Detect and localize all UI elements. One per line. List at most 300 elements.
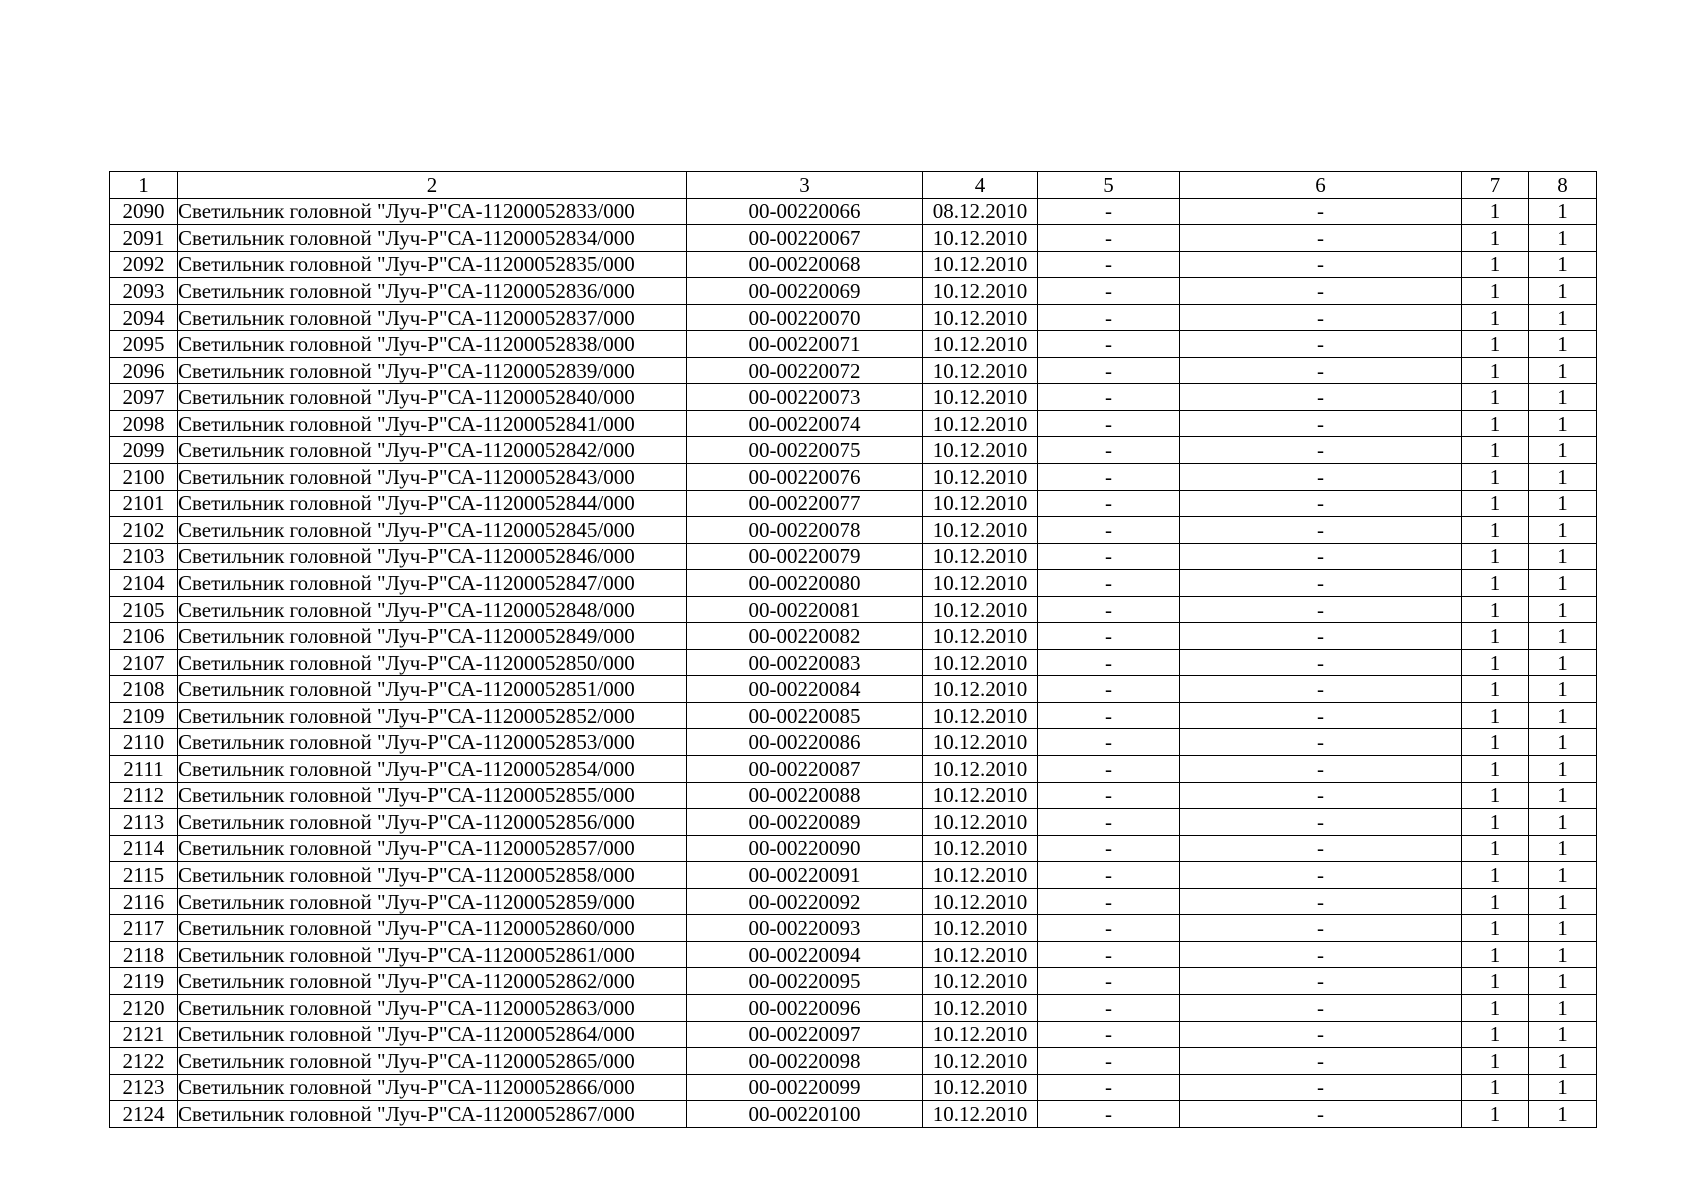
quantity-cell: 1 — [1462, 1074, 1529, 1101]
column-5-cell: - — [1038, 782, 1180, 809]
column-5-cell: - — [1038, 1074, 1180, 1101]
count-cell: 1 — [1529, 384, 1597, 411]
inventory-code-cell: 00-00220093 — [687, 915, 923, 942]
column-5-cell: - — [1038, 888, 1180, 915]
table-row — [110, 676, 1597, 703]
inventory-code-cell: 00-00220070 — [687, 304, 923, 331]
date-cell: 10.12.2010 — [923, 676, 1038, 703]
inventory-code-cell: 00-00220089 — [687, 809, 923, 836]
count-cell: 1 — [1529, 1101, 1597, 1128]
row-number-cell: 2110 — [110, 729, 178, 756]
column-6-cell: - — [1180, 517, 1462, 544]
column-5-cell: - — [1038, 968, 1180, 995]
column-6-cell: - — [1180, 1048, 1462, 1075]
count-cell: 1 — [1529, 915, 1597, 942]
table-row — [110, 1074, 1597, 1101]
table-row — [110, 623, 1597, 650]
count-cell: 1 — [1529, 596, 1597, 623]
item-name-cell: Светильник головной "Луч-Р"СА-11200052862/000 — [178, 968, 687, 995]
row-number-cell: 2101 — [110, 490, 178, 517]
column-6-cell: - — [1180, 649, 1462, 676]
column-5-cell: - — [1038, 649, 1180, 676]
column-6-cell: - — [1180, 384, 1462, 411]
table-row — [110, 304, 1597, 331]
column-5-cell: - — [1038, 835, 1180, 862]
quantity-cell: 1 — [1462, 543, 1529, 570]
column-6-cell: - — [1180, 702, 1462, 729]
row-number-cell: 2100 — [110, 464, 178, 491]
row-number-cell: 2098 — [110, 410, 178, 437]
inventory-code-cell: 00-00220087 — [687, 756, 923, 783]
column-6-cell: - — [1180, 888, 1462, 915]
count-cell: 1 — [1529, 1021, 1597, 1048]
count-cell: 1 — [1529, 251, 1597, 278]
table-row — [110, 517, 1597, 544]
count-cell: 1 — [1529, 756, 1597, 783]
column-5-cell: - — [1038, 278, 1180, 305]
column-6-cell: - — [1180, 623, 1462, 650]
quantity-cell: 1 — [1462, 729, 1529, 756]
table-row — [110, 729, 1597, 756]
date-cell: 10.12.2010 — [923, 915, 1038, 942]
table-row — [110, 994, 1597, 1021]
inventory-code-cell: 00-00220092 — [687, 888, 923, 915]
date-cell: 10.12.2010 — [923, 809, 1038, 836]
row-number-cell: 2093 — [110, 278, 178, 305]
quantity-cell: 1 — [1462, 809, 1529, 836]
inventory-code-cell: 00-00220083 — [687, 649, 923, 676]
column-5-cell: - — [1038, 384, 1180, 411]
column-5-cell: - — [1038, 251, 1180, 278]
date-cell: 10.12.2010 — [923, 994, 1038, 1021]
date-cell: 10.12.2010 — [923, 888, 1038, 915]
inventory-code-cell: 00-00220100 — [687, 1101, 923, 1128]
date-cell: 10.12.2010 — [923, 862, 1038, 889]
quantity-cell: 1 — [1462, 596, 1529, 623]
column-5-cell: - — [1038, 941, 1180, 968]
date-cell: 10.12.2010 — [923, 756, 1038, 783]
column-6-cell: - — [1180, 676, 1462, 703]
table-row — [110, 968, 1597, 995]
quantity-cell: 1 — [1462, 782, 1529, 809]
item-name-cell: Светильник головной "Луч-Р"СА-11200052853/000 — [178, 729, 687, 756]
column-6-cell: - — [1180, 543, 1462, 570]
column-6-cell: - — [1180, 782, 1462, 809]
count-cell: 1 — [1529, 357, 1597, 384]
column-6-cell: - — [1180, 198, 1462, 225]
count-cell: 1 — [1529, 225, 1597, 252]
date-cell: 10.12.2010 — [923, 517, 1038, 544]
table-row — [110, 756, 1597, 783]
column-5-cell: - — [1038, 756, 1180, 783]
quantity-cell: 1 — [1462, 198, 1529, 225]
column-header-6: 6 — [1180, 172, 1462, 199]
row-number-cell: 2111 — [110, 756, 178, 783]
quantity-cell: 1 — [1462, 331, 1529, 358]
item-name-cell: Светильник головной "Луч-Р"СА-11200052852/000 — [178, 702, 687, 729]
inventory-code-cell: 00-00220091 — [687, 862, 923, 889]
row-number-cell: 2105 — [110, 596, 178, 623]
row-number-cell: 2122 — [110, 1048, 178, 1075]
count-cell: 1 — [1529, 862, 1597, 889]
count-cell: 1 — [1529, 941, 1597, 968]
date-cell: 10.12.2010 — [923, 1074, 1038, 1101]
inventory-code-cell: 00-00220074 — [687, 410, 923, 437]
quantity-cell: 1 — [1462, 888, 1529, 915]
item-name-cell: Светильник головной "Луч-Р"СА-11200052855/000 — [178, 782, 687, 809]
date-cell: 10.12.2010 — [923, 782, 1038, 809]
table-row — [110, 809, 1597, 836]
column-6-cell: - — [1180, 862, 1462, 889]
column-6-cell: - — [1180, 225, 1462, 252]
count-cell: 1 — [1529, 676, 1597, 703]
date-cell: 10.12.2010 — [923, 570, 1038, 597]
column-6-cell: - — [1180, 357, 1462, 384]
row-number-cell: 2096 — [110, 357, 178, 384]
item-name-cell: Светильник головной "Луч-Р"СА-11200052835/000 — [178, 251, 687, 278]
quantity-cell: 1 — [1462, 862, 1529, 889]
quantity-cell: 1 — [1462, 915, 1529, 942]
table-row — [110, 649, 1597, 676]
quantity-cell: 1 — [1462, 1048, 1529, 1075]
count-cell: 1 — [1529, 1074, 1597, 1101]
inventory-code-cell: 00-00220095 — [687, 968, 923, 995]
row-number-cell: 2119 — [110, 968, 178, 995]
count-cell: 1 — [1529, 968, 1597, 995]
row-number-cell: 2116 — [110, 888, 178, 915]
date-cell: 10.12.2010 — [923, 225, 1038, 252]
column-header-8: 8 — [1529, 172, 1597, 199]
column-5-cell: - — [1038, 304, 1180, 331]
date-cell: 10.12.2010 — [923, 729, 1038, 756]
row-number-cell: 2094 — [110, 304, 178, 331]
table-row — [110, 357, 1597, 384]
column-5-cell: - — [1038, 198, 1180, 225]
column-6-cell: - — [1180, 1021, 1462, 1048]
inventory-code-cell: 00-00220086 — [687, 729, 923, 756]
row-number-cell: 2092 — [110, 251, 178, 278]
quantity-cell: 1 — [1462, 225, 1529, 252]
column-5-cell: - — [1038, 543, 1180, 570]
row-number-cell: 2097 — [110, 384, 178, 411]
quantity-cell: 1 — [1462, 384, 1529, 411]
item-name-cell: Светильник головной "Луч-Р"СА-11200052851/000 — [178, 676, 687, 703]
count-cell: 1 — [1529, 1048, 1597, 1075]
inventory-code-cell: 00-00220071 — [687, 331, 923, 358]
inventory-code-cell: 00-00220099 — [687, 1074, 923, 1101]
date-cell: 10.12.2010 — [923, 596, 1038, 623]
date-cell: 10.12.2010 — [923, 331, 1038, 358]
item-name-cell: Светильник головной "Луч-Р"СА-11200052857/000 — [178, 835, 687, 862]
item-name-cell: Светильник головной "Луч-Р"СА-11200052841/000 — [178, 410, 687, 437]
item-name-cell: Светильник головной "Луч-Р"СА-11200052856/000 — [178, 809, 687, 836]
date-cell: 10.12.2010 — [923, 357, 1038, 384]
column-5-cell: - — [1038, 702, 1180, 729]
column-5-cell: - — [1038, 729, 1180, 756]
item-name-cell: Светильник головной "Луч-Р"СА-11200052858/000 — [178, 862, 687, 889]
count-cell: 1 — [1529, 517, 1597, 544]
inventory-code-cell: 00-00220098 — [687, 1048, 923, 1075]
item-name-cell: Светильник головной "Луч-Р"СА-11200052850/000 — [178, 649, 687, 676]
item-name-cell: Светильник головной "Луч-Р"СА-11200052861/000 — [178, 941, 687, 968]
table-row — [110, 251, 1597, 278]
column-5-cell: - — [1038, 676, 1180, 703]
count-cell: 1 — [1529, 729, 1597, 756]
row-number-cell: 2107 — [110, 649, 178, 676]
table-row — [110, 1101, 1597, 1128]
inventory-code-cell: 00-00220097 — [687, 1021, 923, 1048]
count-cell: 1 — [1529, 888, 1597, 915]
table-row — [110, 490, 1597, 517]
date-cell: 10.12.2010 — [923, 384, 1038, 411]
quantity-cell: 1 — [1462, 649, 1529, 676]
column-header-3: 3 — [687, 172, 923, 199]
quantity-cell: 1 — [1462, 437, 1529, 464]
item-name-cell: Светильник головной "Луч-Р"СА-11200052843/000 — [178, 464, 687, 491]
quantity-cell: 1 — [1462, 968, 1529, 995]
column-6-cell: - — [1180, 410, 1462, 437]
column-6-cell: - — [1180, 994, 1462, 1021]
row-number-cell: 2104 — [110, 570, 178, 597]
column-header-5: 5 — [1038, 172, 1180, 199]
column-5-cell: - — [1038, 862, 1180, 889]
column-5-cell: - — [1038, 490, 1180, 517]
column-6-cell: - — [1180, 756, 1462, 783]
column-5-cell: - — [1038, 623, 1180, 650]
table-row — [110, 941, 1597, 968]
inventory-code-cell: 00-00220072 — [687, 357, 923, 384]
count-cell: 1 — [1529, 782, 1597, 809]
column-6-cell: - — [1180, 941, 1462, 968]
column-6-cell: - — [1180, 596, 1462, 623]
row-number-cell: 2123 — [110, 1074, 178, 1101]
item-name-cell: Светильник головной "Луч-Р"СА-11200052844/000 — [178, 490, 687, 517]
table-row — [110, 331, 1597, 358]
column-6-cell: - — [1180, 437, 1462, 464]
column-5-cell: - — [1038, 994, 1180, 1021]
inventory-code-cell: 00-00220073 — [687, 384, 923, 411]
table-row — [110, 915, 1597, 942]
row-number-cell: 2115 — [110, 862, 178, 889]
table-row — [110, 543, 1597, 570]
column-6-cell: - — [1180, 278, 1462, 305]
row-number-cell: 2113 — [110, 809, 178, 836]
count-cell: 1 — [1529, 623, 1597, 650]
column-6-cell: - — [1180, 968, 1462, 995]
column-5-cell: - — [1038, 596, 1180, 623]
column-5-cell: - — [1038, 331, 1180, 358]
column-6-cell: - — [1180, 490, 1462, 517]
table-row — [110, 384, 1597, 411]
column-5-cell: - — [1038, 357, 1180, 384]
column-6-cell: - — [1180, 570, 1462, 597]
inventory-code-cell: 00-00220081 — [687, 596, 923, 623]
row-number-cell: 2120 — [110, 994, 178, 1021]
column-6-cell: - — [1180, 304, 1462, 331]
count-cell: 1 — [1529, 437, 1597, 464]
quantity-cell: 1 — [1462, 676, 1529, 703]
column-6-cell: - — [1180, 1101, 1462, 1128]
table-header-row — [110, 172, 1597, 199]
row-number-cell: 2112 — [110, 782, 178, 809]
date-cell: 10.12.2010 — [923, 490, 1038, 517]
quantity-cell: 1 — [1462, 304, 1529, 331]
item-name-cell: Светильник головной "Луч-Р"СА-11200052866/000 — [178, 1074, 687, 1101]
date-cell: 10.12.2010 — [923, 1021, 1038, 1048]
quantity-cell: 1 — [1462, 623, 1529, 650]
item-name-cell: Светильник головной "Луч-Р"СА-11200052863/000 — [178, 994, 687, 1021]
row-number-cell: 2106 — [110, 623, 178, 650]
inventory-code-cell: 00-00220077 — [687, 490, 923, 517]
column-6-cell: - — [1180, 251, 1462, 278]
inventory-code-cell: 00-00220084 — [687, 676, 923, 703]
count-cell: 1 — [1529, 331, 1597, 358]
table-body — [110, 198, 1597, 1127]
column-5-cell: - — [1038, 1048, 1180, 1075]
table-row — [110, 464, 1597, 491]
row-number-cell: 2091 — [110, 225, 178, 252]
date-cell: 10.12.2010 — [923, 1101, 1038, 1128]
table-row — [110, 437, 1597, 464]
quantity-cell: 1 — [1462, 464, 1529, 491]
date-cell: 10.12.2010 — [923, 437, 1038, 464]
table-row — [110, 862, 1597, 889]
table-row — [110, 1021, 1597, 1048]
quantity-cell: 1 — [1462, 1021, 1529, 1048]
row-number-cell: 2090 — [110, 198, 178, 225]
column-header-4: 4 — [923, 172, 1038, 199]
date-cell: 10.12.2010 — [923, 543, 1038, 570]
column-5-cell: - — [1038, 915, 1180, 942]
inventory-table — [109, 171, 1597, 1128]
date-cell: 10.12.2010 — [923, 835, 1038, 862]
count-cell: 1 — [1529, 410, 1597, 437]
inventory-code-cell: 00-00220067 — [687, 225, 923, 252]
column-5-cell: - — [1038, 570, 1180, 597]
table-row — [110, 198, 1597, 225]
column-header-1: 1 — [110, 172, 178, 199]
date-cell: 10.12.2010 — [923, 702, 1038, 729]
quantity-cell: 1 — [1462, 941, 1529, 968]
row-number-cell: 2118 — [110, 941, 178, 968]
item-name-cell: Светильник головной "Луч-Р"СА-11200052838/000 — [178, 331, 687, 358]
date-cell: 08.12.2010 — [923, 198, 1038, 225]
column-6-cell: - — [1180, 331, 1462, 358]
quantity-cell: 1 — [1462, 278, 1529, 305]
table-row — [110, 225, 1597, 252]
column-5-cell: - — [1038, 410, 1180, 437]
count-cell: 1 — [1529, 570, 1597, 597]
inventory-code-cell: 00-00220075 — [687, 437, 923, 464]
item-name-cell: Светильник головной "Луч-Р"СА-11200052834/000 — [178, 225, 687, 252]
item-name-cell: Светильник головной "Луч-Р"СА-11200052833/000 — [178, 198, 687, 225]
item-name-cell: Светильник головной "Луч-Р"СА-11200052860/000 — [178, 915, 687, 942]
quantity-cell: 1 — [1462, 570, 1529, 597]
date-cell: 10.12.2010 — [923, 410, 1038, 437]
table-row — [110, 410, 1597, 437]
item-name-cell: Светильник головной "Луч-Р"СА-11200052839/000 — [178, 357, 687, 384]
item-name-cell: Светильник головной "Луч-Р"СА-11200052842/000 — [178, 437, 687, 464]
table-row — [110, 782, 1597, 809]
date-cell: 10.12.2010 — [923, 649, 1038, 676]
count-cell: 1 — [1529, 490, 1597, 517]
column-6-cell: - — [1180, 835, 1462, 862]
row-number-cell: 2102 — [110, 517, 178, 544]
row-number-cell: 2117 — [110, 915, 178, 942]
item-name-cell: Светильник головной "Луч-Р"СА-11200052854/000 — [178, 756, 687, 783]
item-name-cell: Светильник головной "Луч-Р"СА-11200052840/000 — [178, 384, 687, 411]
count-cell: 1 — [1529, 835, 1597, 862]
row-number-cell: 2114 — [110, 835, 178, 862]
table-row — [110, 888, 1597, 915]
count-cell: 1 — [1529, 198, 1597, 225]
table-row — [110, 1048, 1597, 1075]
inventory-code-cell: 00-00220094 — [687, 941, 923, 968]
column-6-cell: - — [1180, 729, 1462, 756]
column-header-2: 2 — [178, 172, 687, 199]
count-cell: 1 — [1529, 994, 1597, 1021]
row-number-cell: 2099 — [110, 437, 178, 464]
column-5-cell: - — [1038, 517, 1180, 544]
date-cell: 10.12.2010 — [923, 304, 1038, 331]
table-row — [110, 835, 1597, 862]
count-cell: 1 — [1529, 702, 1597, 729]
row-number-cell: 2109 — [110, 702, 178, 729]
date-cell: 10.12.2010 — [923, 251, 1038, 278]
date-cell: 10.12.2010 — [923, 968, 1038, 995]
count-cell: 1 — [1529, 809, 1597, 836]
count-cell: 1 — [1529, 649, 1597, 676]
quantity-cell: 1 — [1462, 517, 1529, 544]
count-cell: 1 — [1529, 304, 1597, 331]
row-number-cell: 2095 — [110, 331, 178, 358]
inventory-code-cell: 00-00220085 — [687, 702, 923, 729]
item-name-cell: Светильник головной "Луч-Р"СА-11200052847/000 — [178, 570, 687, 597]
table-row — [110, 570, 1597, 597]
inventory-code-cell: 00-00220079 — [687, 543, 923, 570]
count-cell: 1 — [1529, 278, 1597, 305]
inventory-code-cell: 00-00220076 — [687, 464, 923, 491]
column-header-7: 7 — [1462, 172, 1529, 199]
date-cell: 10.12.2010 — [923, 278, 1038, 305]
inventory-code-cell: 00-00220068 — [687, 251, 923, 278]
inventory-code-cell: 00-00220066 — [687, 198, 923, 225]
row-number-cell: 2103 — [110, 543, 178, 570]
inventory-code-cell: 00-00220078 — [687, 517, 923, 544]
quantity-cell: 1 — [1462, 702, 1529, 729]
column-5-cell: - — [1038, 1021, 1180, 1048]
column-5-cell: - — [1038, 1101, 1180, 1128]
date-cell: 10.12.2010 — [923, 1048, 1038, 1075]
quantity-cell: 1 — [1462, 490, 1529, 517]
item-name-cell: Светильник головной "Луч-Р"СА-11200052845/000 — [178, 517, 687, 544]
quantity-cell: 1 — [1462, 251, 1529, 278]
item-name-cell: Светильник головной "Луч-Р"СА-11200052837/000 — [178, 304, 687, 331]
table-row — [110, 278, 1597, 305]
row-number-cell: 2121 — [110, 1021, 178, 1048]
column-6-cell: - — [1180, 1074, 1462, 1101]
item-name-cell: Светильник головной "Луч-Р"СА-11200052865/000 — [178, 1048, 687, 1075]
table-row — [110, 596, 1597, 623]
inventory-code-cell: 00-00220069 — [687, 278, 923, 305]
item-name-cell: Светильник головной "Луч-Р"СА-11200052859/000 — [178, 888, 687, 915]
column-5-cell: - — [1038, 464, 1180, 491]
item-name-cell: Светильник головной "Луч-Р"СА-11200052846/000 — [178, 543, 687, 570]
item-name-cell: Светильник головной "Луч-Р"СА-11200052849/000 — [178, 623, 687, 650]
table-row — [110, 702, 1597, 729]
quantity-cell: 1 — [1462, 357, 1529, 384]
inventory-code-cell: 00-00220096 — [687, 994, 923, 1021]
